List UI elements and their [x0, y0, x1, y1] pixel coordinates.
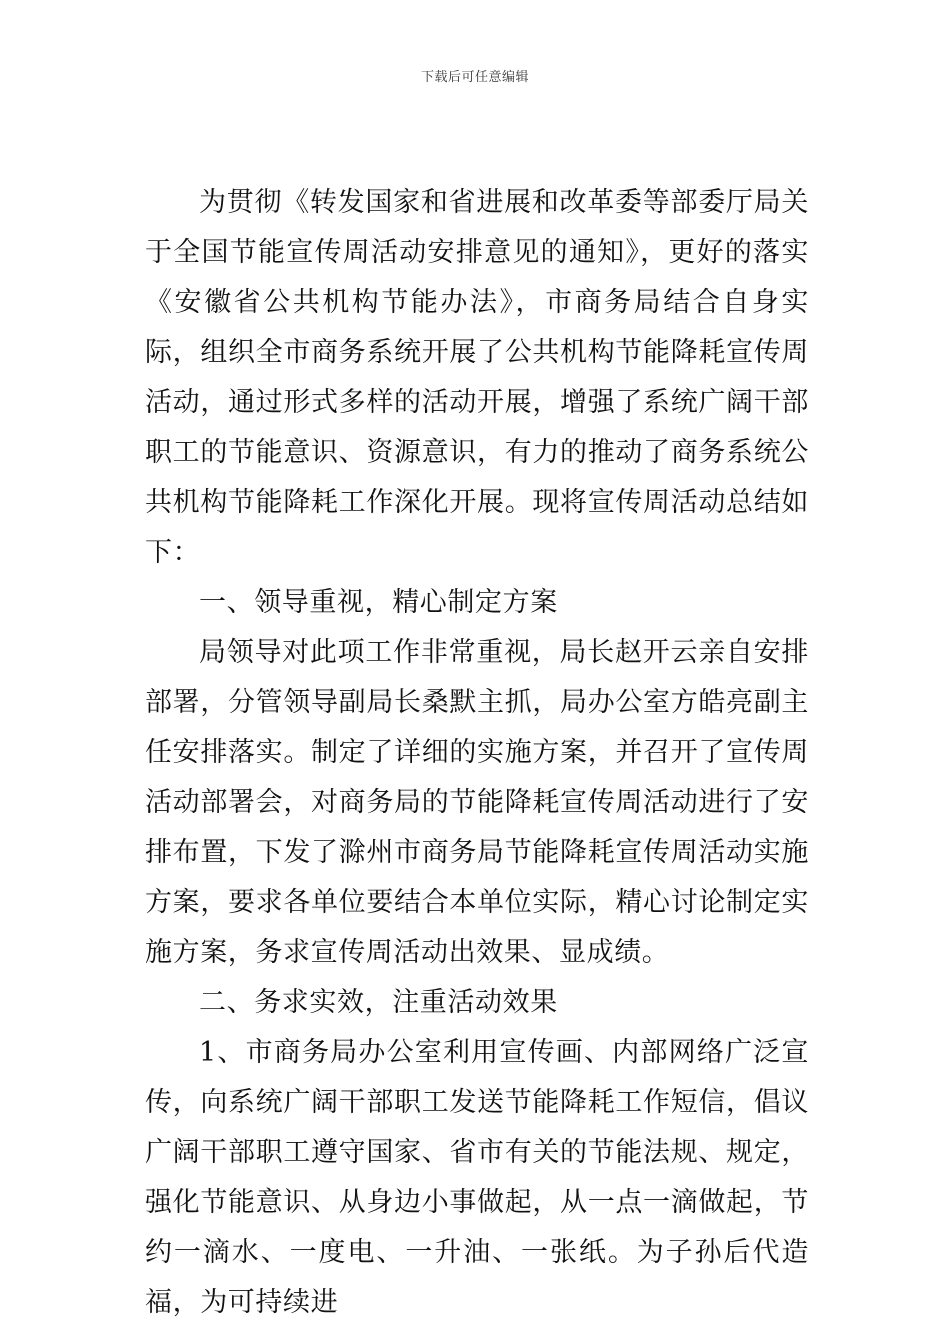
- section-heading-2: 二、务求实效，注重活动效果: [199, 987, 558, 1018]
- document-body: [145, 178, 809, 1328]
- paragraph-intro: 为贯彻《转发国家和省进展和改革委等部委厅局关于全国节能宣传周活动安排意见的通知》，更好的落实《安徽省公共机构节能办法》，市商务局结合自身实际，组织全市商务系统开展了公共机构节能降耗宣传周活动，通过形式多样的活动开展，增强了系统广阔干部职工的节能意识、资源意识，有力的推动了商务系统公共机构节能降耗工作深化开展。现将宣传周活动总结如下：: [145, 187, 809, 568]
- header-note: 下载后可任意编辑: [420, 70, 529, 85]
- paragraph-section-2-item-1: 1、市商务局办公室利用宣传画、内部网络广泛宣传，向系统广阔干部职工发送节能降耗工作短信，倡议广阔干部职工遵守国家、省市有关的节能法规、规定，强化节能意识、从身边小事做起，从一点一滴做起，节约一滴水、一度电、一升油、一张纸。为子孙后代造福，为可持续进: [145, 1037, 809, 1318]
- paragraph-section-1: 局领导对此项工作非常重视，局长赵开云亲自安排部署，分管领导副局长桑默主抓，局办公室方皓亮副主任安排落实。制定了详细的实施方案，并召开了宣传周活动部署会，对商务局的节能降耗宣传周活动进行了安排布置，下发了滁州市商务局节能降耗宣传周活动实施方案，要求各单位要结合本单位实际，精心讨论制定实施方案，务求宣传周活动出效果、显成绩。: [145, 637, 809, 968]
- section-heading-1: 一、领导重视，精心制定方案: [199, 587, 558, 618]
